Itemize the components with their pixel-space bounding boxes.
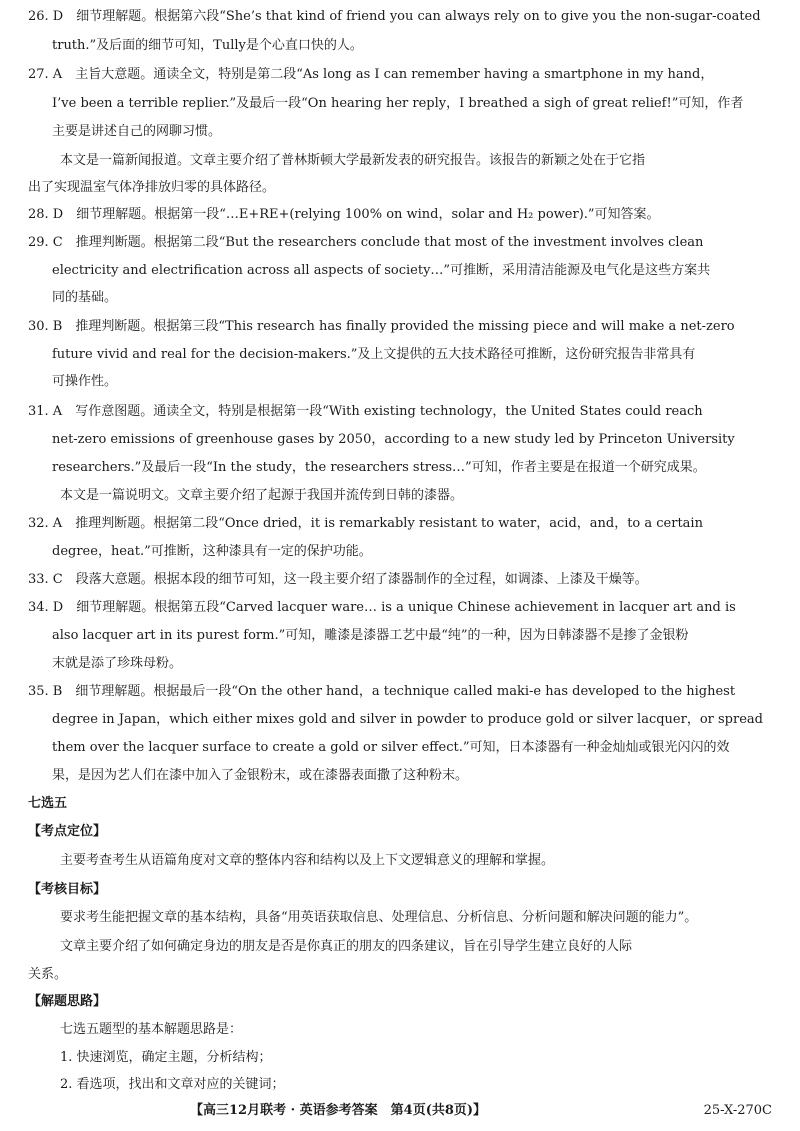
assessment-goal-text: 要求考生能把握文章的基本结构，具备“用英语获取信息、处理信息、分析信息、分析问题和解决问题的能力”。	[60, 910, 698, 925]
answer-31-line1: 31. A 写作意图题。通读全文，特别是根据第一段“With existing technology，the United States could reach	[28, 404, 703, 419]
answer-34-line1: 34. D 细节理解题。根据第五段“Carved lacquer ware… is a unique Chinese achievement in lacquer art and is	[28, 600, 736, 615]
answer-32-line1: 32. A 推理判断题。根据第二段“Once dried，it is remarkably resistant to water，acid，and，to a certain	[28, 516, 703, 531]
answer-26-line2: truth.”及后面的细节可知，Tully是个心直口快的人。	[52, 38, 363, 53]
passage-c-summary-line2: 出了实现温室气体净排放归零的具体路径。	[28, 180, 276, 195]
answer-26-line1: 26. D 细节理解题。根据第六段“She’s that kind of friend you can always rely on to give you the non-sugar-coated	[28, 9, 761, 24]
answer-30-line3: 可操作性。	[52, 374, 118, 389]
passage-summary-line1: 文章主要介绍了如何确定身边的朋友是否是你真正的朋友的四条建议，旨在引导学生建立良好的人际	[60, 939, 633, 954]
answer-35-line2: degree in Japan，which either mixes gold and silver in powder to produce gold or silver lacquer，or spread	[52, 712, 763, 727]
answer-35-line3: them over the lacquer surface to create a gold or silver effect.”可知，日本漆器有一种金灿灿或银光闪闪的效	[52, 740, 730, 755]
passage-c-summary-line1: 本文是一篇新闻报道。文章主要介绍了普林斯顿大学最新发表的研究报告。该报告的新颖之处在于它指	[60, 153, 646, 168]
section-heading-seven-choose-five: 七选五	[28, 796, 68, 811]
answer-30-line2: future vivid and real for the decision-makers.”及上文提供的五大技术路径可推断，这份研究报告非常具有	[52, 347, 696, 362]
passage-summary-line2: 关系。	[28, 967, 68, 982]
answer-29-line1: 29. C 推理判断题。根据第二段“But the researchers conclude that most of the investment involves clean	[28, 235, 704, 250]
subheading-assessment-goal: 【考核目标】	[28, 882, 107, 897]
answer-29-line2: electricity and electrification across all aspects of society…”可推断，采用清洁能源及电气化是这些方案共	[52, 263, 711, 278]
answer-28-line1: 28. D 细节理解题。根据第一段“…E+RE+(relying 100% on wind，solar and H₂ power).”可知答案。	[28, 207, 660, 222]
answer-35-line1: 35. B 细节理解题。根据最后一段“On the other hand，a technique called maki-e has developed to the highest	[28, 684, 736, 699]
answer-33-line1: 33. C 段落大意题。根据本段的细节可知，这一段主要介绍了漆器制作的全过程，如调漆、上漆及干燥等。	[28, 572, 648, 587]
page-footer	[0, 1100, 800, 1122]
subheading-solving-approach: 【解题思路】	[28, 994, 107, 1009]
answer-31-line2: net-zero emissions of greenhouse gases by 2050，according to a new study led by Princeton University	[52, 432, 735, 447]
solving-approach-intro: 七选五题型的基本解题思路是：	[60, 1022, 243, 1037]
footer-exam-code: 25-X-270C	[703, 1103, 772, 1118]
passage-d-summary: 本文是一篇说明文。文章主要介绍了起源于我国并流传到日韩的漆器。	[60, 488, 464, 503]
answer-29-line3: 同的基础。	[52, 290, 118, 305]
answer-27-line3: 主要是讲述自己的网聊习惯。	[52, 124, 222, 139]
answer-27-line1: 27. A 主旨大意题。通读全文，特别是第二段“As long as I can remember having a smartphone in my hand，	[28, 67, 714, 82]
answer-27-line2: I’ve been a terrible replier.”及最后一段“On hearing her reply，I breathed a sigh of great relief!”可知，作者	[52, 96, 744, 111]
answer-34-line3: 末就是添了珍珠母粉。	[52, 656, 183, 671]
subheading-test-point: 【考点定位】	[28, 824, 107, 839]
test-point-text: 主要考查考生从语篇角度对文章的整体内容和结构以及上下文逻辑意义的理解和掌握。	[60, 853, 555, 868]
answer-31-line3: researchers.”及最后一段“In the study，the researchers stress…”可知，作者主要是在报道一个研究成果。	[52, 460, 706, 475]
answer-32-line2: degree，heat.”可推断，这种漆具有一定的保护功能。	[52, 544, 372, 559]
answer-30-line1: 30. B 推理判断题。根据第三段“This research has finally provided the missing piece and will make a net-zero	[28, 319, 735, 334]
answer-35-line4: 果，是因为艺人们在漆中加入了金银粉末，或在漆器表面撒了这种粉末。	[52, 768, 469, 783]
solving-step-2: 2. 看选项，找出和文章对应的关键词；	[60, 1077, 285, 1092]
solving-step-1: 1. 快速浏览，确定主题，分析结构；	[60, 1050, 272, 1065]
footer-page-info: 【高三12月联考 · 英语参考答案 第4页(共8页)】	[190, 1103, 487, 1118]
answer-34-line2: also lacquer art in its purest form.”可知，雕漆是漆器工艺中最“纯”的一种，因为日韩漆器不是掺了金银粉	[52, 628, 689, 643]
